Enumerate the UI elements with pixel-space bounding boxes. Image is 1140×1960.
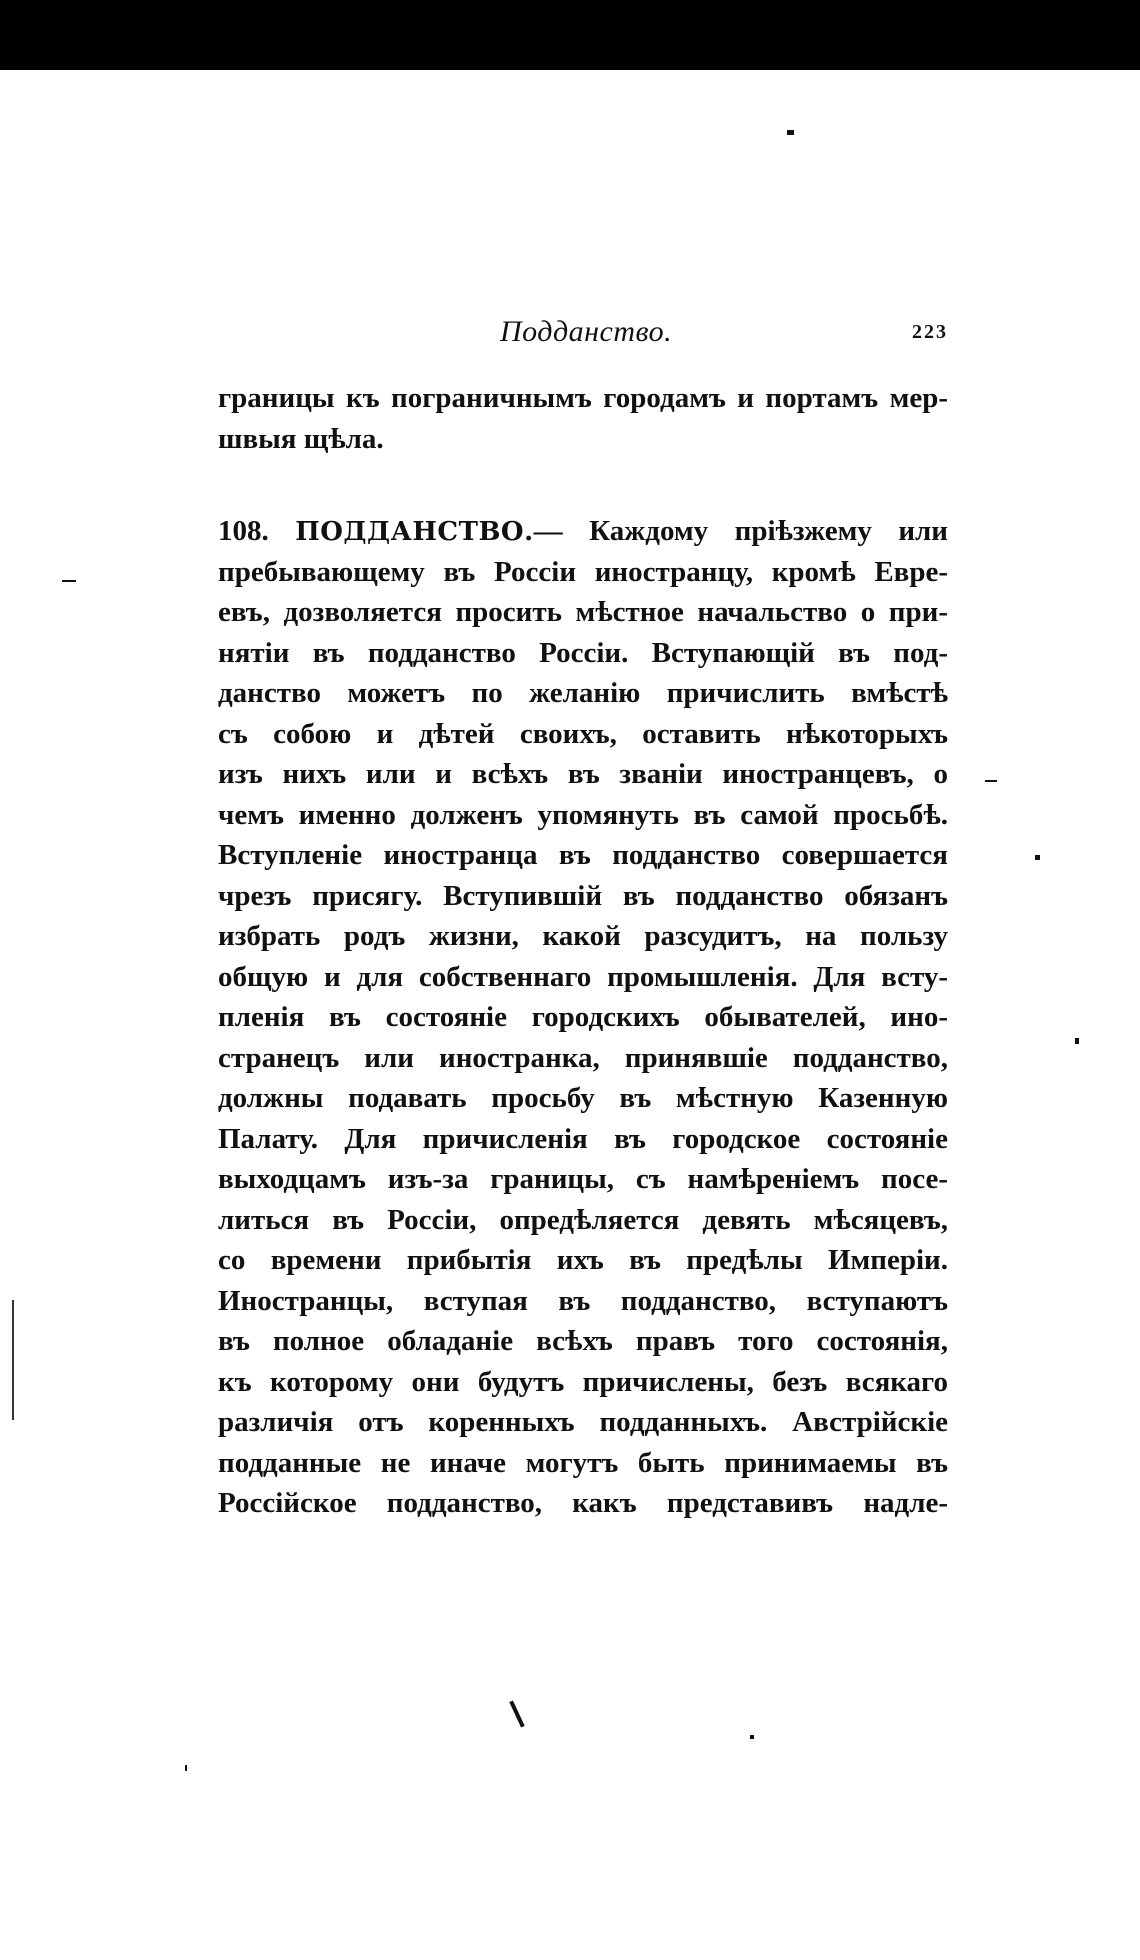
- text-line: съ собою и дѣтей своихъ, оставить нѣкоторыхъ: [218, 717, 948, 750]
- text-line: евъ, дозволяется просить мѣстное начальство о при-: [218, 596, 948, 628]
- text-line: должны подавать просьбу въ мѣстную Казенную: [218, 1082, 948, 1114]
- text-line: выходцамъ изъ-за границы, съ намѣреніемъ посе-: [218, 1163, 948, 1195]
- section-number: 108.: [218, 515, 269, 547]
- scan-top-border: [0, 0, 1140, 70]
- text-line: швыя щѣла.: [218, 422, 384, 455]
- text-line: пленія въ состояніе городскихъ обывателей, ино-: [218, 1001, 948, 1033]
- running-header: [218, 312, 948, 352]
- running-title: Подданство.: [500, 315, 673, 348]
- scan-speck: [1035, 855, 1040, 860]
- text-line: нятіи въ подданство Россіи. Вступающій въ под-: [218, 636, 948, 669]
- text-line: изъ нихъ или и всѣхъ въ званіи иностранцевъ, о: [218, 758, 948, 790]
- text-line: къ которому они будутъ причислены, безъ всякаго: [218, 1365, 948, 1398]
- text-line: данство можетъ по желанію причислить вмѣстѣ: [218, 677, 948, 709]
- text-line: пребывающему въ Россіи иностранцу, кромѣ Евре-: [218, 555, 948, 588]
- text-line: общую и для собственнаго промышленія. Для всту-: [218, 960, 948, 993]
- scan-speck: [787, 130, 794, 135]
- text-line: Иностранцы, вступая въ подданство, вступаютъ: [218, 1284, 948, 1317]
- section-first-line-text: — Каждому пріѣзжему или: [533, 515, 949, 547]
- text-line: чемъ именно долженъ упомянуть въ самой просьбѣ.: [218, 798, 948, 831]
- text-line: со времени прибытія ихъ въ предѣлы Имперіи.: [218, 1244, 948, 1276]
- scan-speck: [750, 1735, 754, 1739]
- scan-speck: [12, 1300, 14, 1420]
- text-line: литься въ Россіи, опредѣляется девять мѣсяцевъ,: [218, 1203, 948, 1236]
- scan-speck: [185, 1765, 187, 1771]
- scan-speck: [509, 1700, 524, 1727]
- section-heading-line: [218, 511, 948, 552]
- text-line: чрезъ присягу. Вступившій въ подданство обязанъ: [218, 879, 948, 912]
- text-line: подданные не иначе могутъ быть принимаемы въ: [218, 1446, 948, 1479]
- scan-speck: [1075, 1038, 1079, 1044]
- text-line: избрать родъ жизни, какой разсудитъ, на пользу: [218, 920, 948, 952]
- text-line: Вступленіе иностранца въ подданство совершается: [218, 839, 948, 871]
- section-title: ПОДДАНСТВО.: [295, 517, 534, 547]
- text-line: Россійское подданство, какъ представивъ надле-: [218, 1487, 948, 1519]
- text-line: границы къ пограничнымъ городамъ и портамъ мер-: [218, 382, 948, 414]
- body-text: [218, 378, 948, 1524]
- text-line: Палату. Для причисленія въ городское состояніе: [218, 1122, 948, 1155]
- page-number: 223: [912, 321, 948, 343]
- text-line: различія отъ коренныхъ подданныхъ. Австрійскіе: [218, 1406, 948, 1438]
- scan-speck: [985, 780, 997, 782]
- text-line: странецъ или иностранка, принявшіе подданство,: [218, 1041, 948, 1074]
- text-line: въ полное обладаніе всѣхъ правъ того состоянія,: [218, 1325, 948, 1357]
- scan-speck: [62, 580, 76, 582]
- paragraph-gap: [218, 459, 948, 511]
